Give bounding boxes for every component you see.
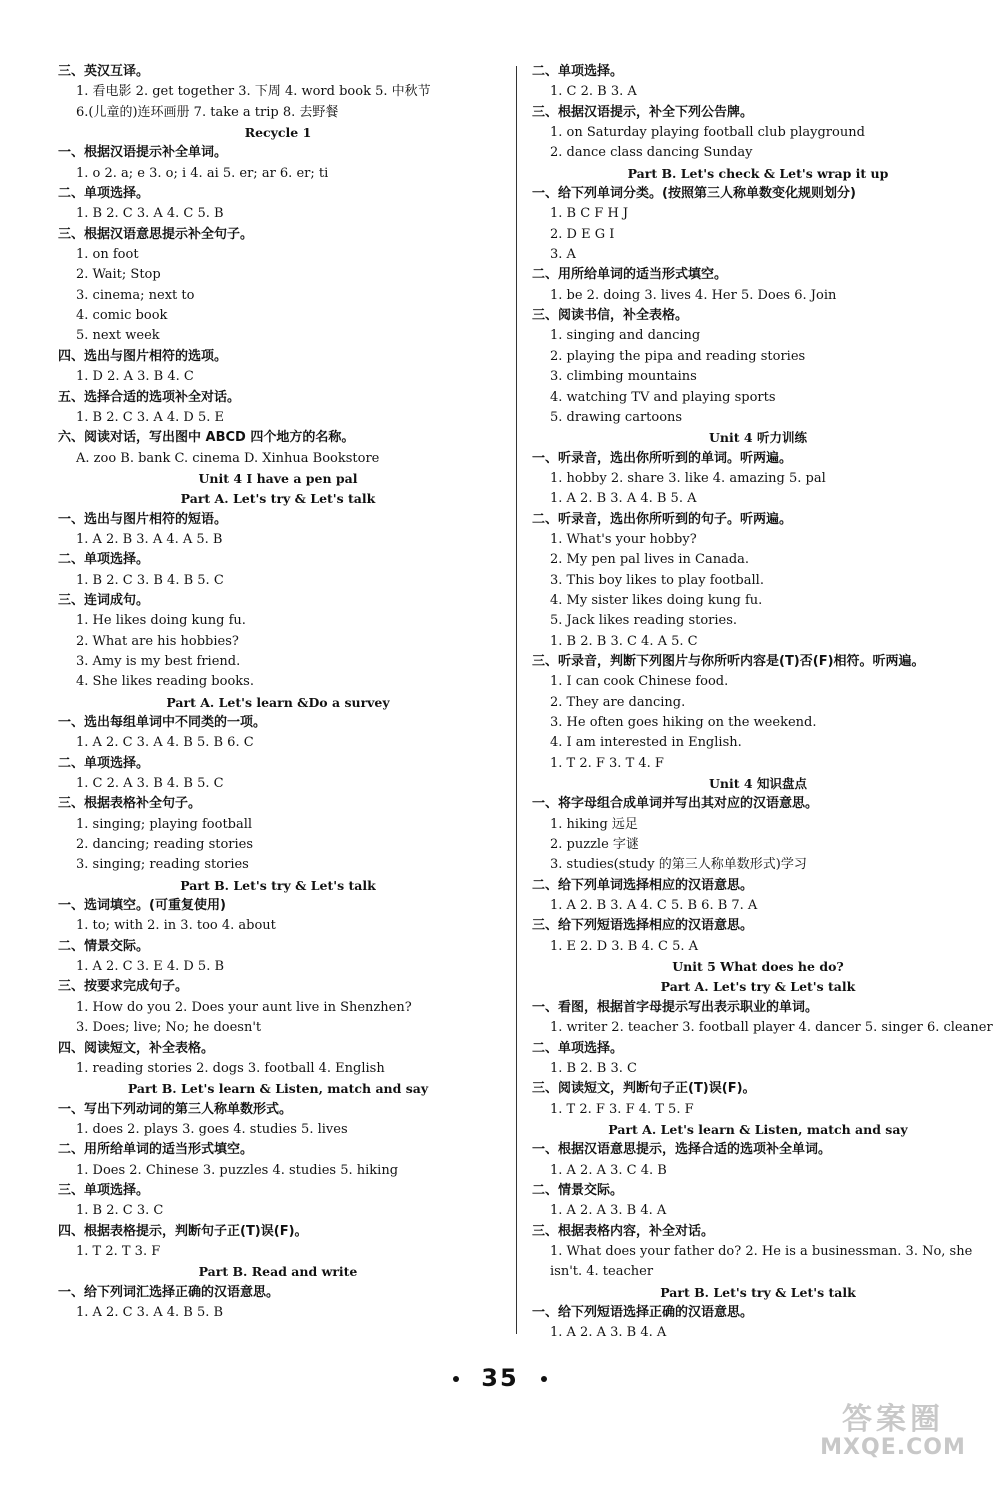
answer-line: 1. hiking 远足	[550, 816, 638, 832]
question-heading: 二、用所给单词的适当形式填空。	[58, 1142, 254, 1158]
answer-line: 3. Does; live; No; he doesn't	[76, 1020, 262, 1036]
answer-line: 1. How do you 2. Does your aunt live in Shenzhen?	[76, 999, 412, 1015]
question-heading: 三、阅读书信，补全表格。	[532, 308, 689, 324]
page-number: 35	[481, 1364, 519, 1392]
answer-line: 1. on Saturday playing football club playground	[550, 125, 865, 141]
answer-line: 2. What are his hobbies?	[76, 633, 239, 649]
answer-line: 1. o 2. a; e 3. o; i 4. ai 5. er; ar 6. er; ti	[76, 165, 329, 181]
answer-line: 1. B 2. B 3. C	[550, 1060, 637, 1076]
question-heading: 三、给下列短语选择相应的汉语意思。	[532, 918, 754, 934]
question-heading: 三、连词成句。	[58, 592, 150, 608]
answer-line: 4. comic book	[76, 308, 168, 324]
question-heading: 二、用所给单词的适当形式填空。	[532, 267, 728, 283]
answer-line: 4. watching TV and playing sports	[550, 389, 776, 405]
answer-line: 1. singing; playing football	[76, 816, 253, 832]
bullet-dot-icon	[453, 1376, 459, 1382]
answer-line: isn't. 4. teacher	[550, 1264, 654, 1280]
question-heading: 二、单项选择。	[58, 186, 150, 202]
question-heading: 一、选词填空。(可重复使用)	[58, 898, 226, 914]
answer-line: 1. T 2. F 3. F 4. T 5. F	[550, 1101, 694, 1117]
question-heading: 一、给下列短语选择正确的汉语意思。	[532, 1304, 754, 1320]
section-heading: Part A. Let's try & Let's talk	[660, 979, 856, 995]
answer-line: 1. writer 2. teacher 3. football player 4. dancer 5. singer 6. cleaner	[550, 1020, 993, 1036]
answer-line: A. zoo B. bank C. cinema D. Xinhua Bookstore	[76, 450, 380, 466]
question-heading: 一、给下列单词分类。(按照第三人称单数变化规则划分)	[532, 186, 856, 202]
answer-line: 1. singing and dancing	[550, 328, 701, 344]
question-heading: 五、选择合适的选项补全对话。	[58, 389, 241, 405]
answer-line: 3. A	[550, 247, 576, 263]
question-heading: 六、阅读对话，写出图中 ABCD 四个地方的名称。	[58, 430, 355, 446]
question-heading: 三、英汉互译。	[58, 64, 150, 79]
answer-line: 1. D 2. A 3. B 4. C	[76, 369, 194, 385]
question-heading: 一、根据汉语意思提示，选择合适的选项补全单词。	[532, 1142, 832, 1158]
answer-line: 6.(儿童的)连环画册 7. take a trip 8. 去野餐	[76, 104, 339, 120]
question-heading: 四、选出与图片相符的选项。	[58, 348, 228, 364]
answer-line: 1. 看电影 2. get together 3. 下周 4. word book 5. 中秋节	[76, 84, 431, 100]
answer-line: 1. I can cook Chinese food.	[550, 674, 729, 690]
section-heading: Unit 4 听力训练	[709, 430, 807, 446]
question-heading: 一、听录音，选出你所听到的单词。听两遍。	[532, 450, 793, 466]
answer-line: 1. A 2. B 3. A 4. C 5. B 6. B 7. A	[550, 898, 758, 914]
question-heading: 二、听录音，选出你所听到的句子。听两遍。	[532, 511, 793, 527]
answer-line: 1. C 2. A 3. B 4. B 5. C	[76, 776, 224, 792]
answer-line: 1. reading stories 2. dogs 3. football 4. English	[76, 1060, 385, 1076]
bullet-dot-icon	[541, 1376, 547, 1382]
answer-line: 3. Amy is my best friend.	[76, 653, 241, 669]
section-heading: Part B. Let's learn & Listen, match and say	[127, 1081, 429, 1097]
question-heading: 三、根据表格补全句子。	[58, 796, 202, 812]
question-heading: 三、根据汉语意思提示补全句子。	[58, 226, 254, 242]
answer-line: 2. dance class dancing Sunday	[550, 145, 753, 161]
question-heading: 三、阅读短文，判断句子正(T)误(F)。	[532, 1081, 756, 1097]
question-heading: 二、单项选择。	[532, 1040, 624, 1056]
column-divider	[516, 66, 517, 1334]
watermark-logo	[808, 1404, 978, 1464]
answer-line: 1. A 2. C 3. E 4. D 5. B	[76, 959, 225, 975]
section-heading: Unit 5 What does he do?	[672, 959, 844, 975]
section-heading: Part B. Let's try & Let's talk	[180, 877, 376, 893]
question-heading: 三、根据汉语提示，补全下列公告牌。	[532, 104, 754, 120]
answer-line: 1. A 2. A 3. B 4. A	[550, 1325, 667, 1341]
answer-line: 1. What's your hobby?	[550, 531, 697, 547]
answer-line: 1. E 2. D 3. B 4. C 5. A	[550, 938, 699, 954]
answer-line: 1. C 2. B 3. A	[550, 84, 637, 100]
left-column	[58, 62, 498, 1323]
section-heading: Part B. Read and write	[198, 1264, 358, 1280]
answer-line: 3. climbing mountains	[550, 369, 697, 385]
right-column	[532, 62, 993, 1344]
answer-line: 1. T 2. T 3. F	[76, 1243, 161, 1259]
answer-line: 1. does 2. plays 3. goes 4. studies 5. lives	[76, 1121, 348, 1137]
answer-line: 2. They are dancing.	[550, 694, 686, 710]
answer-line: 1. be 2. doing 3. lives 4. Her 5. Does 6. Join	[550, 287, 837, 303]
answer-line: 1. on foot	[76, 247, 139, 263]
section-heading: Part A. Let's learn & Listen, match and say	[608, 1121, 908, 1137]
question-heading: 二、单项选择。	[532, 64, 624, 79]
question-heading: 三、听录音，判断下列图片与你所听内容是(T)否(F)相符。听两遍。	[532, 653, 925, 669]
answer-line: 2. dancing; reading stories	[76, 837, 254, 853]
answer-line: 4. I am interested in English.	[550, 735, 742, 751]
answer-line: 1. to; with 2. in 3. too 4. about	[76, 918, 276, 934]
answer-line: 1. What does your father do? 2. He is a businessman. 3. No, she	[550, 1243, 973, 1259]
answer-line: 3. studies(study 的第三人称单数形式)学习	[550, 857, 807, 873]
section-heading: Part B. Let's check & Let's wrap it up	[627, 165, 889, 181]
answer-line: 1. A 2. A 3. C 4. B	[550, 1162, 667, 1178]
question-heading: 一、选出每组单词中不同类的一项。	[58, 715, 267, 730]
answer-line: 1. B 2. B 3. C 4. A 5. C	[550, 633, 698, 649]
answer-line: 1. T 2. F 3. T 4. F	[550, 755, 664, 771]
answer-line: 5. next week	[76, 328, 160, 344]
answer-line: 1. A 2. B 3. A 4. A 5. B	[76, 531, 223, 547]
question-heading: 三、按要求完成句子。	[58, 979, 189, 995]
answer-line: 1. Does 2. Chinese 3. puzzles 4. studies 5. hiking	[76, 1162, 399, 1178]
answer-line: 2. playing the pipa and reading stories	[550, 348, 806, 364]
answer-line: 4. She likes reading books.	[76, 674, 254, 690]
answer-line: 1. B C F H J	[550, 206, 629, 222]
section-heading: Part A. Let's learn &Do a survey	[166, 694, 390, 710]
question-heading: 二、单项选择。	[58, 755, 150, 771]
question-heading: 一、看图，根据首字母提示写出表示职业的单词。	[532, 999, 819, 1015]
section-heading: Unit 4 I have a pen pal	[198, 470, 358, 486]
answer-line: 5. Jack likes reading stories.	[550, 613, 738, 629]
answer-line: 1. B 2. C 3. B 4. B 5. C	[76, 572, 224, 588]
question-heading: 一、选出与图片相符的短语。	[58, 511, 228, 527]
question-heading: 二、给下列单词选择相应的汉语意思。	[532, 877, 754, 893]
question-heading: 三、根据表格内容，补全对话。	[532, 1223, 715, 1239]
answer-line: 1. B 2. C 3. C	[76, 1203, 164, 1219]
section-heading: Part B. Let's try & Let's talk	[660, 1284, 856, 1300]
question-heading: 一、写出下列动词的第三人称单数形式。	[58, 1101, 293, 1117]
answer-line: 1. B 2. C 3. A 4. D 5. E	[76, 409, 225, 425]
answer-line: 2. puzzle 字谜	[550, 837, 639, 853]
question-heading: 四、根据表格提示，判断句子正(T)误(F)。	[58, 1223, 308, 1239]
answer-line: 3. This boy likes to play football.	[550, 572, 764, 588]
answer-line: 3. cinema; next to	[76, 287, 195, 303]
question-heading: 二、单项选择。	[58, 552, 150, 568]
section-heading: Recycle 1	[244, 125, 312, 141]
answer-line: 1. B 2. C 3. A 4. C 5. B	[76, 206, 224, 222]
question-heading: 三、单项选择。	[58, 1182, 150, 1198]
answer-line: 1. A 2. A 3. B 4. A	[550, 1203, 667, 1219]
answer-line: 1. A 2. B 3. A 4. B 5. A	[550, 491, 697, 507]
answer-line: 1. A 2. C 3. A 4. B 5. B	[76, 1304, 224, 1320]
question-heading: 二、情景交际。	[532, 1182, 624, 1198]
question-heading: 一、给下列词汇选择正确的汉语意思。	[58, 1284, 280, 1300]
section-heading: Part A. Let's try & Let's talk	[180, 491, 376, 507]
page-number-footer	[0, 1364, 1000, 1392]
question-heading: 一、根据汉语提示补全单词。	[58, 145, 228, 161]
section-heading: Unit 4 知识盘点	[709, 776, 807, 792]
answer-line: 1. He likes doing kung fu.	[76, 613, 246, 629]
question-heading: 四、阅读短文，补全表格。	[58, 1040, 215, 1056]
answer-line: 5. drawing cartoons	[550, 409, 683, 425]
question-heading: 二、情景交际。	[58, 938, 150, 954]
answer-line: 2. My pen pal lives in Canada.	[550, 552, 750, 568]
answer-line: 2. Wait; Stop	[76, 267, 161, 283]
watermark-bottom: MXQE.COM	[820, 1435, 966, 1460]
answer-line: 1. hobby 2. share 3. like 4. amazing 5. pal	[550, 470, 826, 486]
answer-line: 3. singing; reading stories	[76, 857, 249, 873]
answer-line: 1. A 2. C 3. A 4. B 5. B 6. C	[76, 735, 254, 751]
answer-line: 2. D E G I	[550, 226, 615, 242]
watermark-top: 答案圈	[842, 1402, 944, 1437]
question-heading: 一、将字母组合成单词并写出其对应的汉语意思。	[532, 796, 819, 812]
answer-line: 3. He often goes hiking on the weekend.	[550, 715, 817, 730]
answer-line: 4. My sister likes doing kung fu.	[550, 592, 763, 608]
